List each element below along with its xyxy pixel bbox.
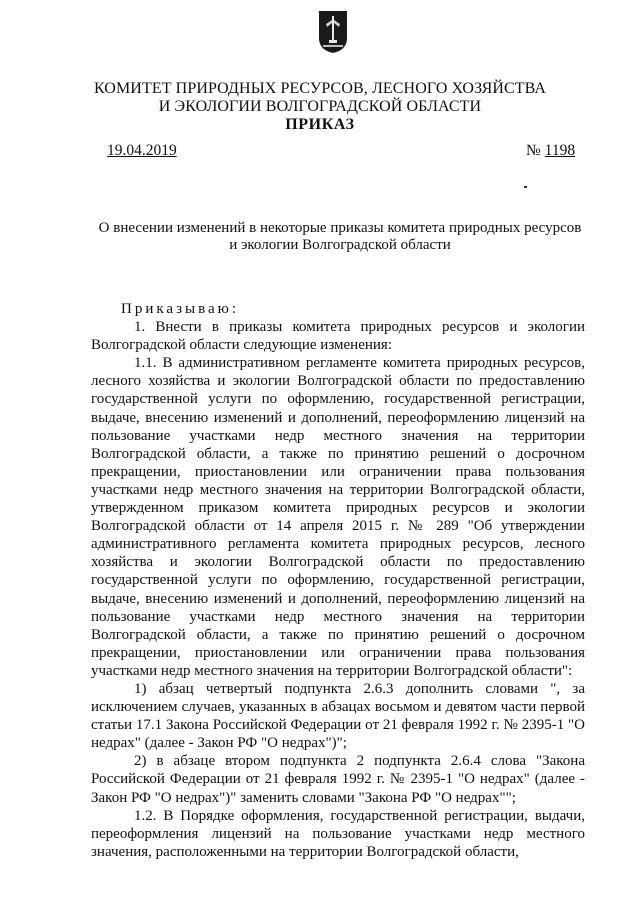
order-word: Приказываю:: [121, 301, 239, 317]
paragraph-1-1-item-2: 2) в абзаце втором подпункта 2 подпункта 2.6.4 слова "Закона Российской Федерации от 21 февраля 1992 г. № 2395-1 "О недрах" (далее - Закон РФ "О недрах")" заменить словами "Закона РФ "О недрах"";: [91, 753, 585, 806]
subject-line2: и экологии Волгоградской области: [229, 237, 451, 253]
order-number: [526, 142, 575, 160]
scan-speck: [524, 186, 527, 188]
order-date: 19.04.2019: [107, 142, 177, 159]
order-number-prefix: №: [526, 142, 545, 159]
paragraph-1: 1. Внести в приказы комитета природных ресурсов и экологии Волгоградской области следующие изменения:: [91, 319, 585, 354]
subject-line1: О внесении изменений в некоторые приказы комитета природных ресурсов: [98, 220, 582, 236]
order-body: [91, 300, 585, 861]
committee-name-line2: И ЭКОЛОГИИ ВОЛГОГРАДСКОЙ ОБЛАСТИ: [158, 98, 482, 115]
paragraph-1-1-item-1: 1) абзац четвертый подпункта 2.6.3 дополнить словами ", за исключением случаев, указанных в абзацах восьмом и девятом части первой статьи 17.1 Закона Российской Федерации от 21 февраля 1992 г. № 2395-1 "О недрах" (далее - Закон РФ "О недрах")";: [91, 680, 585, 752]
paragraph-1-1: 1.1. В административном регламенте комитета природных ресурсов, лесного хозяйства и экологии Волгоградской области по предоставлению государственной услуги по оформлению, государственной регистрации, выдаче, внесению изменений и дополнений, переоформлению лицензий на пользование участками недр местного значения на территории Волгоградской области, а также по принятию решений о досрочном прекращении, приостановлении или ограничении права пользования участками недр местного значения на территории Волгоградской области, утвержденном приказом комитета природных ресурсов и экологии Волгоградской области от 14 апреля 2015 г. № 289 "Об утверждении административного регламента комитета природных ресурсов, лесного хозяйства и экологии Волгоградской области по предоставлению государственной услуги по оформлению, государственной регистрации, выдаче, внесению изменений и дополнений, переоформлению лицензий на пользование участками недр местного значения на территории Волгоградской области, а также по принятию решений о досрочном прекращении, приостановлении или ограничении права пользования участками недр местного значения на территории Волгоградской области":: [91, 355, 585, 679]
order-number-value: 1198: [544, 142, 576, 159]
paragraph-1-2: 1.2. В Порядке оформления, государственной регистрации, выдачи, переоформления лицензий на пользование участками недр местного значения, расположенными на территории Волгоградской области,: [91, 807, 585, 860]
order-subject: [90, 220, 590, 254]
coat-of-arms-emblem: [318, 10, 348, 54]
committee-name-line1: КОМИТЕТ ПРИРОДНЫХ РЕСУРСОВ, ЛЕСНОГО ХОЗЯЙСТВА: [93, 80, 547, 97]
document-type-title: ПРИКАЗ: [285, 116, 355, 133]
